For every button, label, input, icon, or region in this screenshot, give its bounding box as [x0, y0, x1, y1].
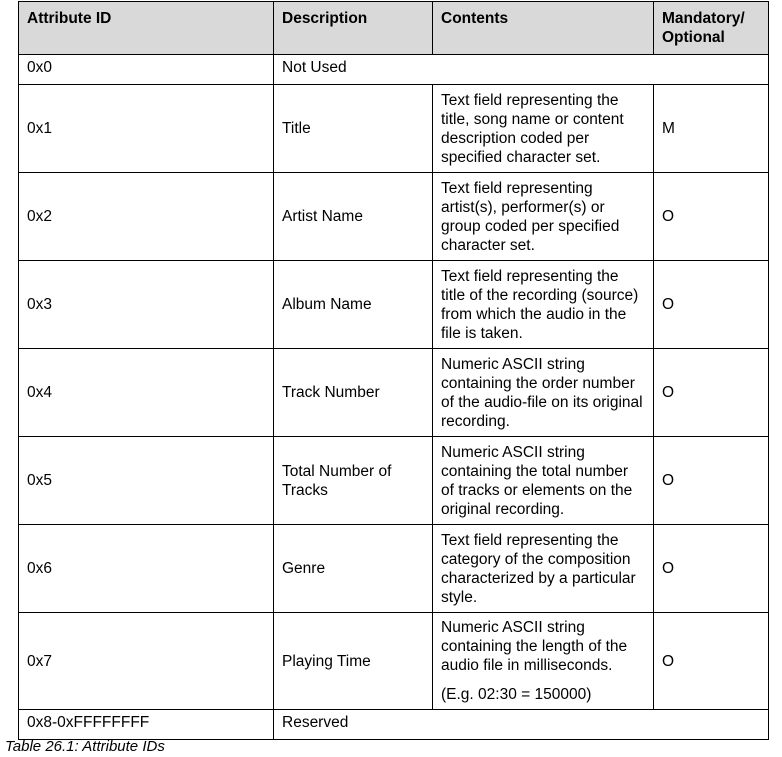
description-cell: Not Used — [274, 55, 769, 85]
attribute-id-cell: 0x1 — [19, 85, 274, 173]
table-row — [19, 437, 769, 525]
contents-cell: Text field representing the category of the composition characterized by a particular style. — [433, 525, 654, 613]
description-cell: Artist Name — [274, 173, 433, 261]
header-attribute-id: Attribute ID — [19, 2, 274, 55]
description-cell: Title — [274, 85, 433, 173]
table-caption: Table 26.1: Attribute IDs — [5, 738, 165, 755]
table-row — [19, 710, 769, 740]
table-row — [19, 613, 769, 710]
contents-text: Numeric ASCII string containing the length of the audio file in milliseconds. — [441, 619, 628, 674]
mandatory-optional-cell: O — [654, 437, 769, 525]
attribute-id-cell: 0x2 — [19, 173, 274, 261]
attribute-id-cell: 0x7 — [19, 613, 274, 710]
mandatory-optional-cell: M — [654, 85, 769, 173]
contents-cell: Text field representing artist(s), performer(s) or group coded per specified character set. — [433, 173, 654, 261]
mandatory-optional-cell: O — [654, 261, 769, 349]
attribute-id-cell: 0x3 — [19, 261, 274, 349]
contents-cell: Text field representing the title of the recording (source) from which the audio in the file is taken. — [433, 261, 654, 349]
description-cell: Reserved — [274, 710, 769, 740]
attribute-id-cell: 0x8-0xFFFFFFFF — [19, 710, 274, 740]
header-mandatory-optional: Mandatory/ Optional — [654, 2, 769, 55]
header-contents: Contents — [433, 2, 654, 55]
table-row — [19, 173, 769, 261]
table-row — [19, 525, 769, 613]
mandatory-optional-cell: O — [654, 349, 769, 437]
table-row — [19, 349, 769, 437]
description-cell: Total Number of Tracks — [274, 437, 433, 525]
table-row — [19, 261, 769, 349]
table-header-row — [19, 2, 769, 55]
attribute-id-cell: 0x4 — [19, 349, 274, 437]
attribute-id-cell: 0x0 — [19, 55, 274, 85]
contents-cell: Text field representing the title, song name or content description coded per specified character set. — [433, 85, 654, 173]
contents-cell — [433, 613, 654, 710]
contents-cell: Numeric ASCII string containing the order number of the audio-file on its original recording. — [433, 349, 654, 437]
header-description: Description — [274, 2, 433, 55]
description-cell: Album Name — [274, 261, 433, 349]
description-cell: Track Number — [274, 349, 433, 437]
attribute-id-cell: 0x5 — [19, 437, 274, 525]
table-row — [19, 55, 769, 85]
mandatory-optional-cell: O — [654, 173, 769, 261]
table-row — [19, 85, 769, 173]
description-cell: Playing Time — [274, 613, 433, 710]
attribute-ids-table — [18, 1, 769, 740]
attribute-id-cell: 0x6 — [19, 525, 274, 613]
description-cell: Genre — [274, 525, 433, 613]
mandatory-optional-cell: O — [654, 613, 769, 710]
contents-example-note: (E.g. 02:30 = 150000) — [441, 686, 592, 703]
contents-cell: Numeric ASCII string containing the total number of tracks or elements on the original recording. — [433, 437, 654, 525]
mandatory-optional-cell: O — [654, 525, 769, 613]
